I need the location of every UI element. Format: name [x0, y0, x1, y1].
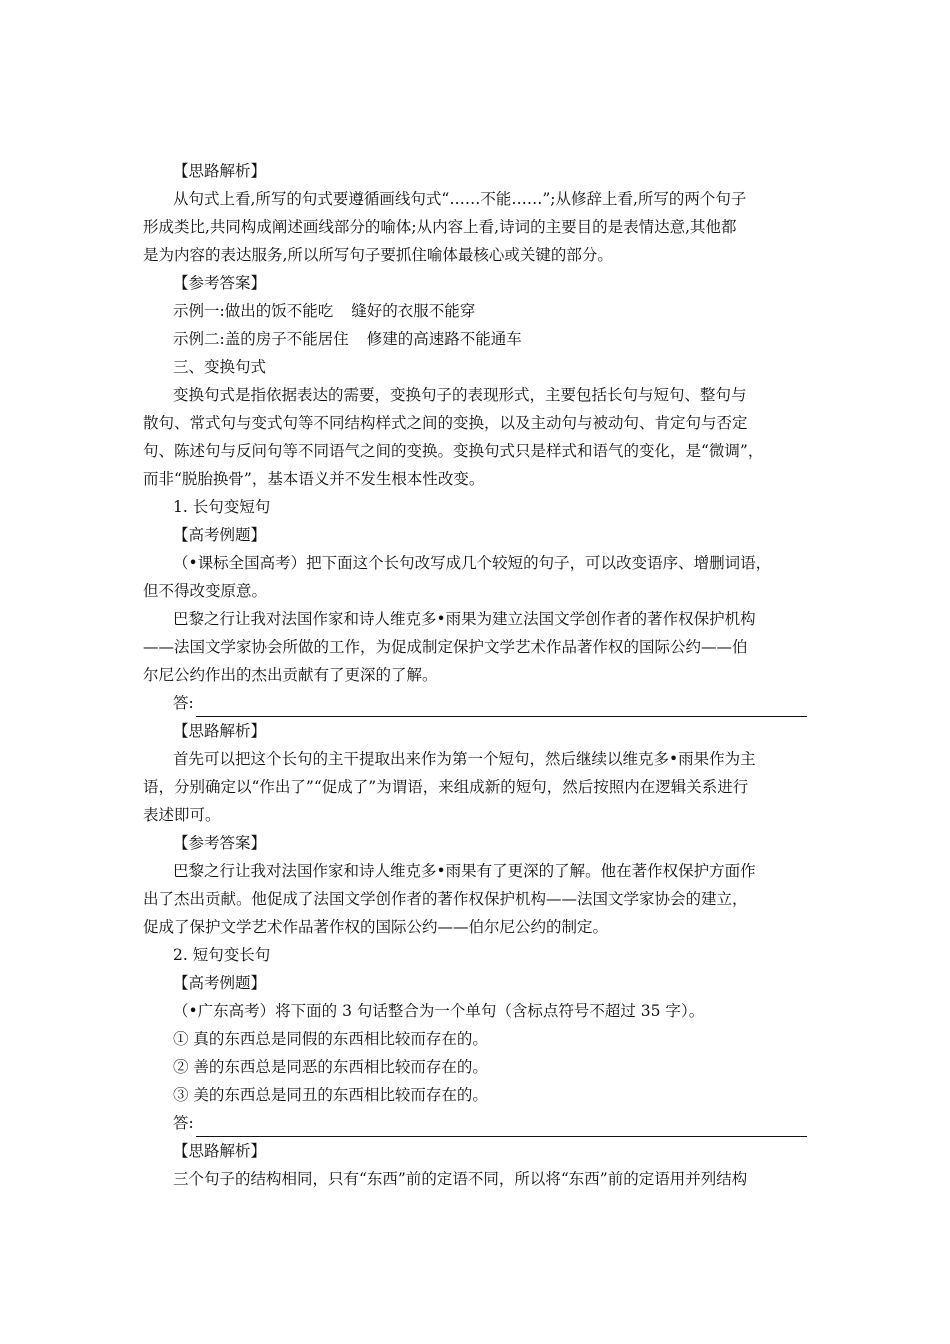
- list-item: ③ 美的东西总是同丑的东西相比较而存在的。: [173, 1086, 488, 1104]
- answer-blank[interactable]: [196, 696, 807, 717]
- paragraph-line: （•广东高考）将下面的 3 句话整合为一个单句（含标点符号不超过 35 字）。: [173, 1002, 705, 1020]
- example-line: [143, 297, 813, 325]
- paragraph-line: 尔尼公约作出的杰出贡献有了更深的了解。: [143, 666, 438, 684]
- analysis-heading: 【思路解析】: [173, 162, 267, 180]
- exam-heading: 【高考例题】: [173, 526, 267, 544]
- paragraph-line: 巴黎之行让我对法国作家和诗人维克多•雨果有了更深的了解。他在著作权保护方面作: [173, 862, 756, 880]
- example-part: 修建的高速路不能通车: [366, 330, 522, 348]
- answer-blank[interactable]: [196, 1116, 807, 1137]
- paragraph-line: ——法国文学家协会所做的工作，为促成制定保护文学艺术作品著作权的国际公约——伯: [143, 638, 748, 656]
- paragraph-line: 出了杰出贡献。他促成了法国文学创作者的著作权保护机构——法国文学家协会的建立，: [143, 890, 748, 908]
- analysis-heading: 【思路解析】: [173, 1142, 267, 1160]
- paragraph-line: 巴黎之行让我对法国作家和诗人维克多•雨果为建立法国文学创作者的著作权保护机构: [173, 610, 756, 628]
- paragraph-line: 句、陈述句与反问句等不同语气之间的变换。变换句式只是样式和语气的变化，是“微调”，: [143, 442, 764, 460]
- paragraph-line: 形成类比,共同构成阐述画线部分的喻体;从内容上看,诗词的主要目的是表情达意,其他都: [143, 218, 737, 236]
- exam-heading: 【高考例题】: [173, 974, 267, 992]
- subsection-title: 2. 短句变长句: [173, 946, 271, 964]
- answer-label: 答:: [173, 694, 194, 712]
- document-body: [143, 157, 813, 1193]
- paragraph-line: （•课标全国高考）把下面这个长句改写成几个较短的句子，可以改变语序、增删词语，: [173, 554, 772, 572]
- answer-line: [143, 1109, 813, 1137]
- paragraph-line: 首先可以把这个长句的主干提取出来作为第一个短句，然后继续以维克多•雨果作为主: [173, 750, 756, 768]
- paragraph-line: 散句、常式句与变式句等不同结构样式之间的变换，以及主动句与被动句、肯定句与否定: [143, 414, 748, 432]
- section-title: 三、变换句式: [173, 358, 267, 376]
- example-line: [143, 325, 813, 353]
- answer-label: 答:: [173, 1114, 194, 1132]
- example-part: 缝好的衣服不能穿: [351, 302, 476, 320]
- paragraph-line: 而非“脱胎换骨”，基本语义并不发生根本性改变。: [143, 470, 485, 488]
- example-part: 示例二:盖的房子不能居住: [173, 330, 349, 348]
- paragraph-line: 是为内容的表达服务,所以所写句子要抓住喻体最核心或关键的部分。: [143, 246, 613, 264]
- paragraph-line: 表述即可。: [143, 806, 221, 824]
- answer-heading: 【参考答案】: [173, 834, 267, 852]
- paragraph-line: 三个句子的结构相同，只有“东西”前的定语不同，所以将“东西”前的定语用并列结构: [173, 1170, 748, 1188]
- paragraph-line: 从句式上看,所写的句式要遵循画线句式“……不能……”;从修辞上看,所写的两个句子: [173, 190, 747, 208]
- example-part: 示例一:做出的饭不能吃: [173, 302, 334, 320]
- paragraph-line: 促成了保护文学艺术作品著作权的国际公约——伯尔尼公约的制定。: [143, 918, 609, 936]
- paragraph-line: 变换句式是指依据表达的需要，变换句子的表现形式，主要包括长句与短句、整句与: [173, 386, 747, 404]
- subsection-title: 1. 长句变短句: [173, 498, 271, 516]
- analysis-heading: 【思路解析】: [173, 722, 267, 740]
- list-item: ① 真的东西总是同假的东西相比较而存在的。: [173, 1030, 488, 1048]
- answer-heading: 【参考答案】: [173, 274, 267, 292]
- paragraph-line: 但不得改变原意。: [143, 582, 268, 600]
- answer-line: [143, 689, 813, 717]
- paragraph-line: 语，分别确定以“作出了”“促成了”为谓语，来组成新的短句，然后按照内在逻辑关系进行: [143, 778, 749, 796]
- list-item: ② 善的东西总是同恶的东西相比较而存在的。: [173, 1058, 488, 1076]
